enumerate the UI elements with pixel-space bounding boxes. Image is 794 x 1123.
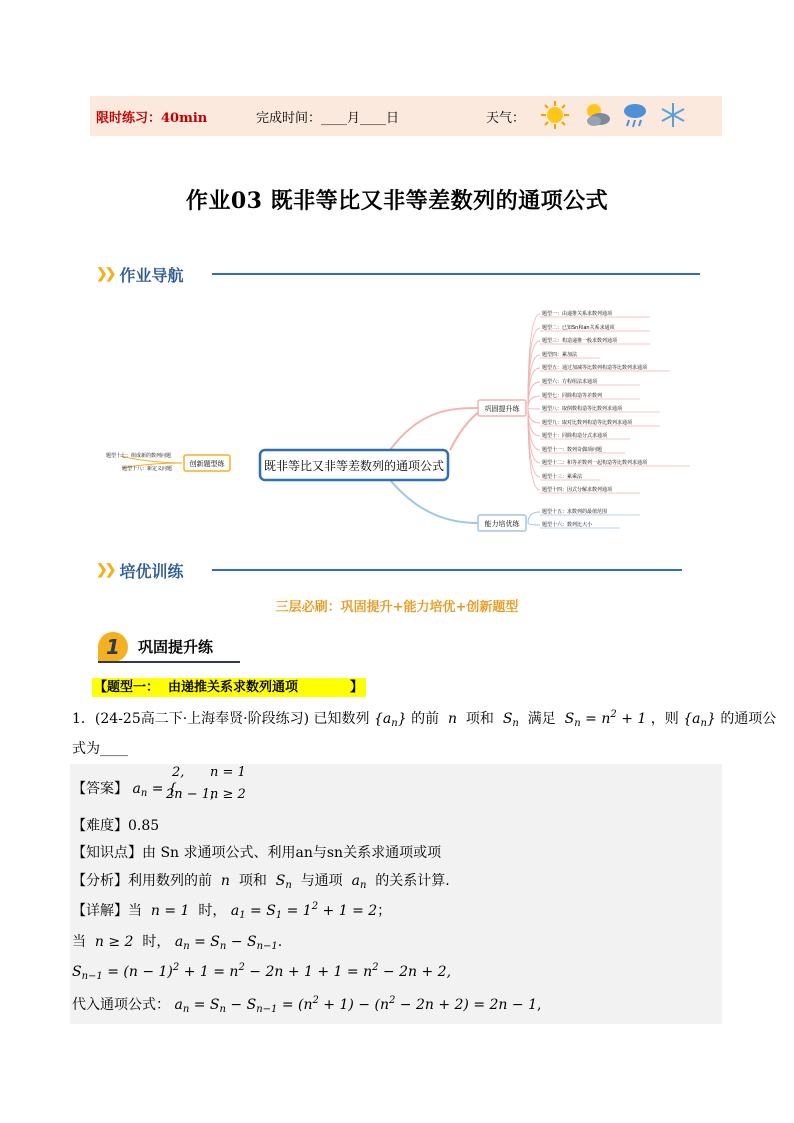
rain-icon xyxy=(620,100,650,130)
mindmap-item: 题型五：通过加减等比数列构造等比数列求通项 xyxy=(542,365,648,371)
partly-cloudy-icon xyxy=(582,100,612,130)
header-bar xyxy=(90,96,722,136)
mindmap-item: 题型十四：因式分解求数列通项 xyxy=(542,487,613,493)
answer-box xyxy=(70,764,722,1024)
mindmap-item: 题型四：累加法 xyxy=(542,352,578,358)
time-limit: 限时练习：40min xyxy=(96,110,208,126)
mindmap-item: 题型一：由递推关系求数列通项 xyxy=(542,311,613,317)
analysis-row: 【分析】利用数列的前 n 项和 $S_n$ 与通项 $a_n$ 的关系计算. xyxy=(72,873,450,891)
completion-time: 完成时间：____月____日 xyxy=(256,110,400,126)
mindmap-item: 题型十五：求数列的最值范围 xyxy=(542,509,608,515)
mindmap-item: 题型二：已知Sn和an关系求通项 xyxy=(542,325,615,331)
mindmap-item: 题型十二：和等差数列一起构造等比数列求通项 xyxy=(542,460,648,466)
mindmap-item: 题型六：方程组法求通项 xyxy=(542,379,598,385)
mindmap-item: 题型九：取对比数列构造等比数列求通项 xyxy=(542,420,633,426)
mindmap-left-item: 题型十七：组成新的数列问题 xyxy=(106,453,172,459)
section-divider xyxy=(212,273,700,275)
page-title: 作业03 既非等比又非等差数列的通项公式 xyxy=(185,188,609,214)
detail-row-4: 代入通项公式： $a_n = S_n - S_{n-1} = (n^2 + 1) - (n^2 - 2n + 2) = 2n - 1$, xyxy=(72,995,542,1015)
difficulty-row: 【难度】0.85 xyxy=(72,818,160,834)
question-type-banner: 【题型一： 由递推关系求数列通项 】 xyxy=(92,678,366,697)
mind-map xyxy=(90,300,710,550)
weather-label: 天气： xyxy=(486,110,526,126)
level-number: 1 xyxy=(98,632,128,662)
knowledge-row: 【知识点】由 Sn 求通项公式、利用an与sn关系求通项或项 xyxy=(72,845,442,861)
mindmap-right-top-branch: 巩固提升练 xyxy=(484,405,520,413)
mindmap-item: 题型十六：数列比大小 xyxy=(542,522,593,528)
answer-row: 【答案】 $a_n$ = { xyxy=(72,781,177,799)
mindmap-item: 题型八：取倒数构造等比数列求通项 xyxy=(542,406,623,412)
mindmap-item: 题型十：同除构造分式求通项 xyxy=(542,433,608,439)
detail-row-2: 当 n ≥ 2 时， $a_n = S_n - S_{n-1}$. xyxy=(72,934,283,952)
section-train-heading: ❯❯ 培优训练 xyxy=(96,561,184,581)
double-chevron-icon: ❯❯ xyxy=(96,266,114,282)
question-line-1: 1．(24-25高二下·上海奉贤·阶段练习) 已知数列 $\{a_n\}$ 的前 n 项和 $S_n$ 满足 $S_n = n^2 + 1$ ，则 $\{a_n\}$ 的通项公 xyxy=(72,709,777,729)
mindmap-left-branch: 创新题型练 xyxy=(189,460,225,468)
question-line-2: 式为____ xyxy=(72,741,128,757)
mindmap-right-bottom-branch: 能力培优练 xyxy=(484,520,520,528)
sun-icon xyxy=(540,100,570,130)
snow-icon xyxy=(658,100,688,130)
mindmap-center: 既非等比又非等差数列的通项公式 xyxy=(263,459,445,473)
mindmap-item: 题型三：构造递推一般求数列通项 xyxy=(542,338,618,344)
practice-subtitle: 三层必刷：巩固提升+能力培优+创新题型 xyxy=(275,600,519,615)
answer-case-1: 2, n = 1 xyxy=(172,765,246,780)
section-nav-heading: ❯❯ 作业导航 xyxy=(96,265,184,285)
mindmap-left-item: 题型十八：新定义问题 xyxy=(122,466,173,472)
detail-row-3: $S_{n-1} = (n - 1)^2 + 1 = n^2 - 2n + 1 + 1 = n^2 - 2n + 2$, xyxy=(72,962,452,982)
mindmap-item: 题型七：同除构造等差数列 xyxy=(542,393,603,399)
level-badge xyxy=(98,632,240,662)
level-label: 巩固提升练 xyxy=(138,638,214,656)
detail-row-1: 【详解】当 n = 1 时， $a_1 = S_1 = 1^2 + 1 = 2$； xyxy=(72,901,392,921)
mindmap-item: 题型十三：累乘法 xyxy=(542,474,583,480)
mindmap-item: 题型十一：数列奇偶项问题 xyxy=(542,447,603,453)
double-chevron-icon: ❯❯ xyxy=(96,562,114,578)
level-underline xyxy=(98,661,240,663)
answer-case-2: 2n − 1, n ≥ 2 xyxy=(166,787,246,802)
section-divider xyxy=(212,569,682,571)
